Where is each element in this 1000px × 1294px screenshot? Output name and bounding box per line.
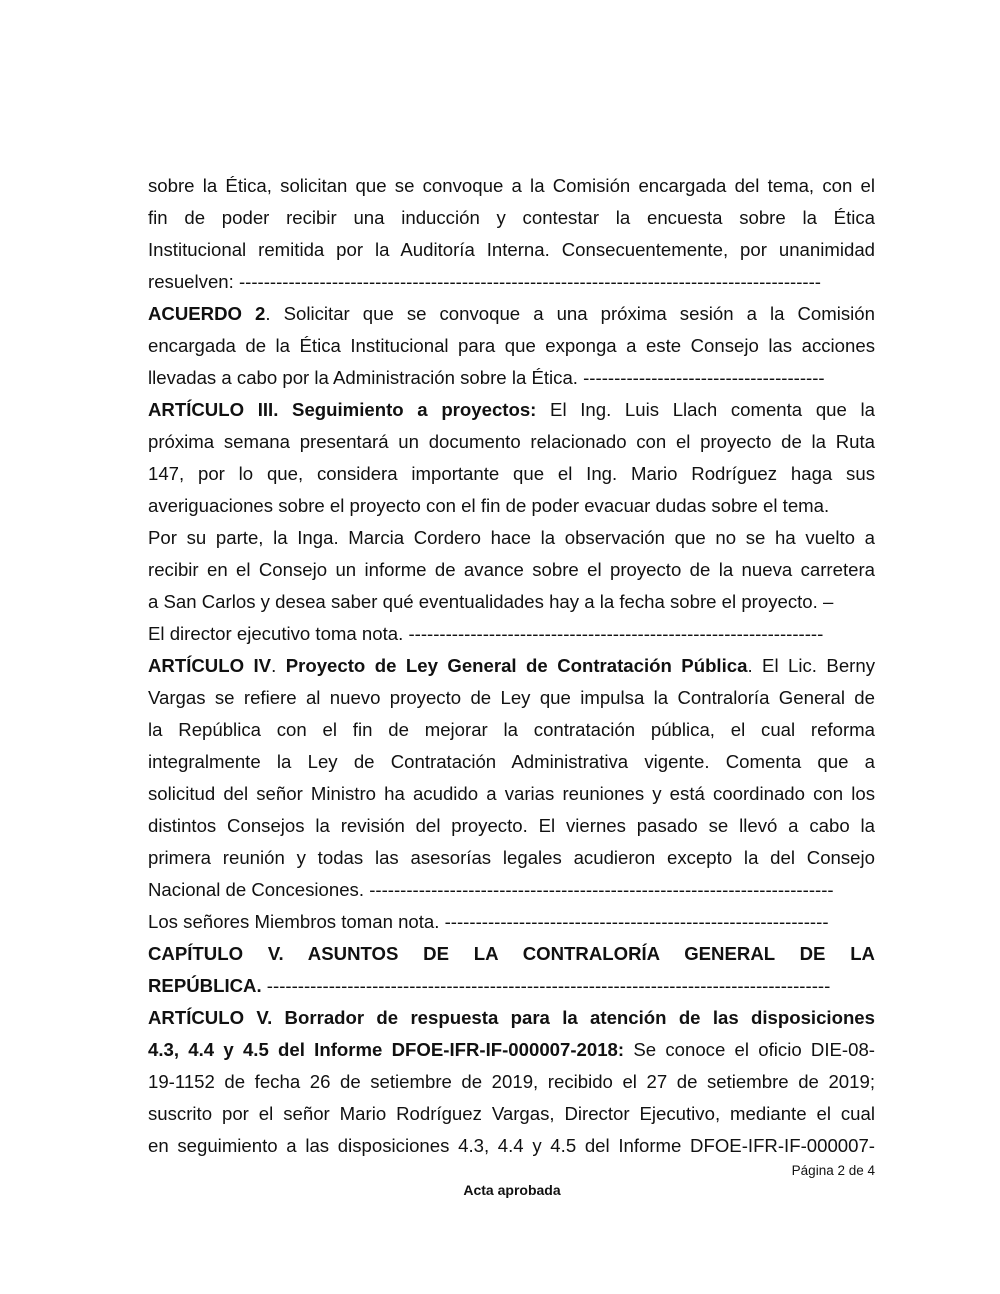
articulo-heading-line: ARTÍCULO V. Borrador de respuesta para la atención de las disposiciones: [148, 1007, 875, 1028]
text-line: Los señores Miembros toman nota. --------------------------------------------------------------: [148, 911, 829, 932]
articulo-label: ARTÍCULO III. Seguimiento a proyectos:: [148, 399, 537, 420]
text-line: recibir en el Consejo un informe de avance sobre el proyecto de la nueva carretera: [148, 559, 875, 580]
text-line: integralmente la Ley de Contratación Administrativa vigente. Comenta que a: [148, 751, 875, 772]
footer-status: Acta aprobada: [463, 1182, 561, 1198]
articulo-label: ARTÍCULO IV: [148, 655, 272, 676]
text-line: solicitud del señor Ministro ha acudido a varias reuniones y está coordinado con los: [148, 783, 875, 804]
text-line: próxima semana presentará un documento relacionado con el proyecto de la Ruta: [148, 431, 875, 452]
text-line: encargada de la Ética Institucional para que exponga a este Consejo las acciones: [148, 335, 875, 356]
articulo-heading-line: ARTÍCULO IV. Proyecto de Ley General de Contratación Pública. El Lic. Berny: [148, 655, 875, 676]
text-line: suscrito por el señor Mario Rodríguez Vargas, Director Ejecutivo, mediante el cual: [148, 1103, 875, 1124]
text-line: resuelven: ----------------------------------------------------------------------------------------------: [148, 271, 821, 292]
text-line: llevadas a cabo por la Administración sobre la Ética. ---------------------------------------: [148, 367, 825, 388]
text-line: primera reunión y todas las asesorías legales acudieron excepto la del Consejo: [148, 847, 875, 868]
text-line: averiguaciones sobre el proyecto con el fin de poder evacuar dudas sobre el tema.: [148, 495, 830, 516]
text-line: El director ejecutivo toma nota. -------------------------------------------------------------------: [148, 623, 824, 644]
text-line: Por su parte, la Inga. Marcia Cordero hace la observación que no se ha vuelto a: [148, 527, 875, 548]
text-line: fin de poder recibir una inducción y contestar la encuesta sobre la Ética: [148, 207, 875, 228]
capitulo-heading-cont: REPÚBLICA. -------------------------------------------------------------------------------------------: [148, 975, 831, 996]
text-line: Nacional de Concesiones. ---------------------------------------------------------------------------: [148, 879, 834, 900]
text-line: sobre la Ética, solicitan que se convoque a la Comisión encargada del tema, con el: [148, 175, 875, 196]
articulo-heading-line: ARTÍCULO III. Seguimiento a proyectos: El Ing. Luis Llach comenta que la: [148, 399, 875, 420]
text-line: en seguimiento a las disposiciones 4.3, 4.4 y 4.5 del Informe DFOE-IFR-IF-000007-: [148, 1135, 875, 1156]
acuerdo-heading-line: ACUERDO 2. Solicitar que se convoque a una próxima sesión a la Comisión: [148, 303, 875, 324]
page-number: Página 2 de 4: [791, 1163, 875, 1178]
articulo-title: Proyecto de Ley General de Contratación Pública: [285, 655, 748, 676]
text-line: distintos Consejos la revisión del proyecto. El viernes pasado se llevó a cabo la: [148, 815, 875, 836]
document-body: [148, 170, 875, 1162]
text-line: 19-1152 de fecha 26 de setiembre de 2019, recibido el 27 de setiembre de 2019;: [148, 1071, 875, 1092]
text-line: Institucional remitida por la Auditoría Interna. Consecuentemente, por unanimidad: [148, 239, 875, 260]
text-line: la República con el fin de mejorar la contratación pública, el cual reforma: [148, 719, 875, 740]
text-line: Vargas se refiere al nuevo proyecto de Ley que impulsa la Contraloría General de: [148, 687, 875, 708]
capitulo-heading: CAPÍTULO V. ASUNTOS DE LA CONTRALORÍA GENERAL DE LA: [148, 943, 875, 964]
acuerdo-label: ACUERDO 2: [148, 303, 266, 324]
text-line: a San Carlos y desea saber qué eventualidades hay a la fecha sobre el proyecto. –: [148, 591, 834, 612]
articulo-heading-cont: 4.3, 4.4 y 4.5 del Informe DFOE-IFR-IF-000007-2018: Se conoce el oficio DIE-08-: [148, 1039, 875, 1060]
text-line: 147, por lo que, considera importante que el Ing. Mario Rodríguez haga sus: [148, 463, 875, 484]
